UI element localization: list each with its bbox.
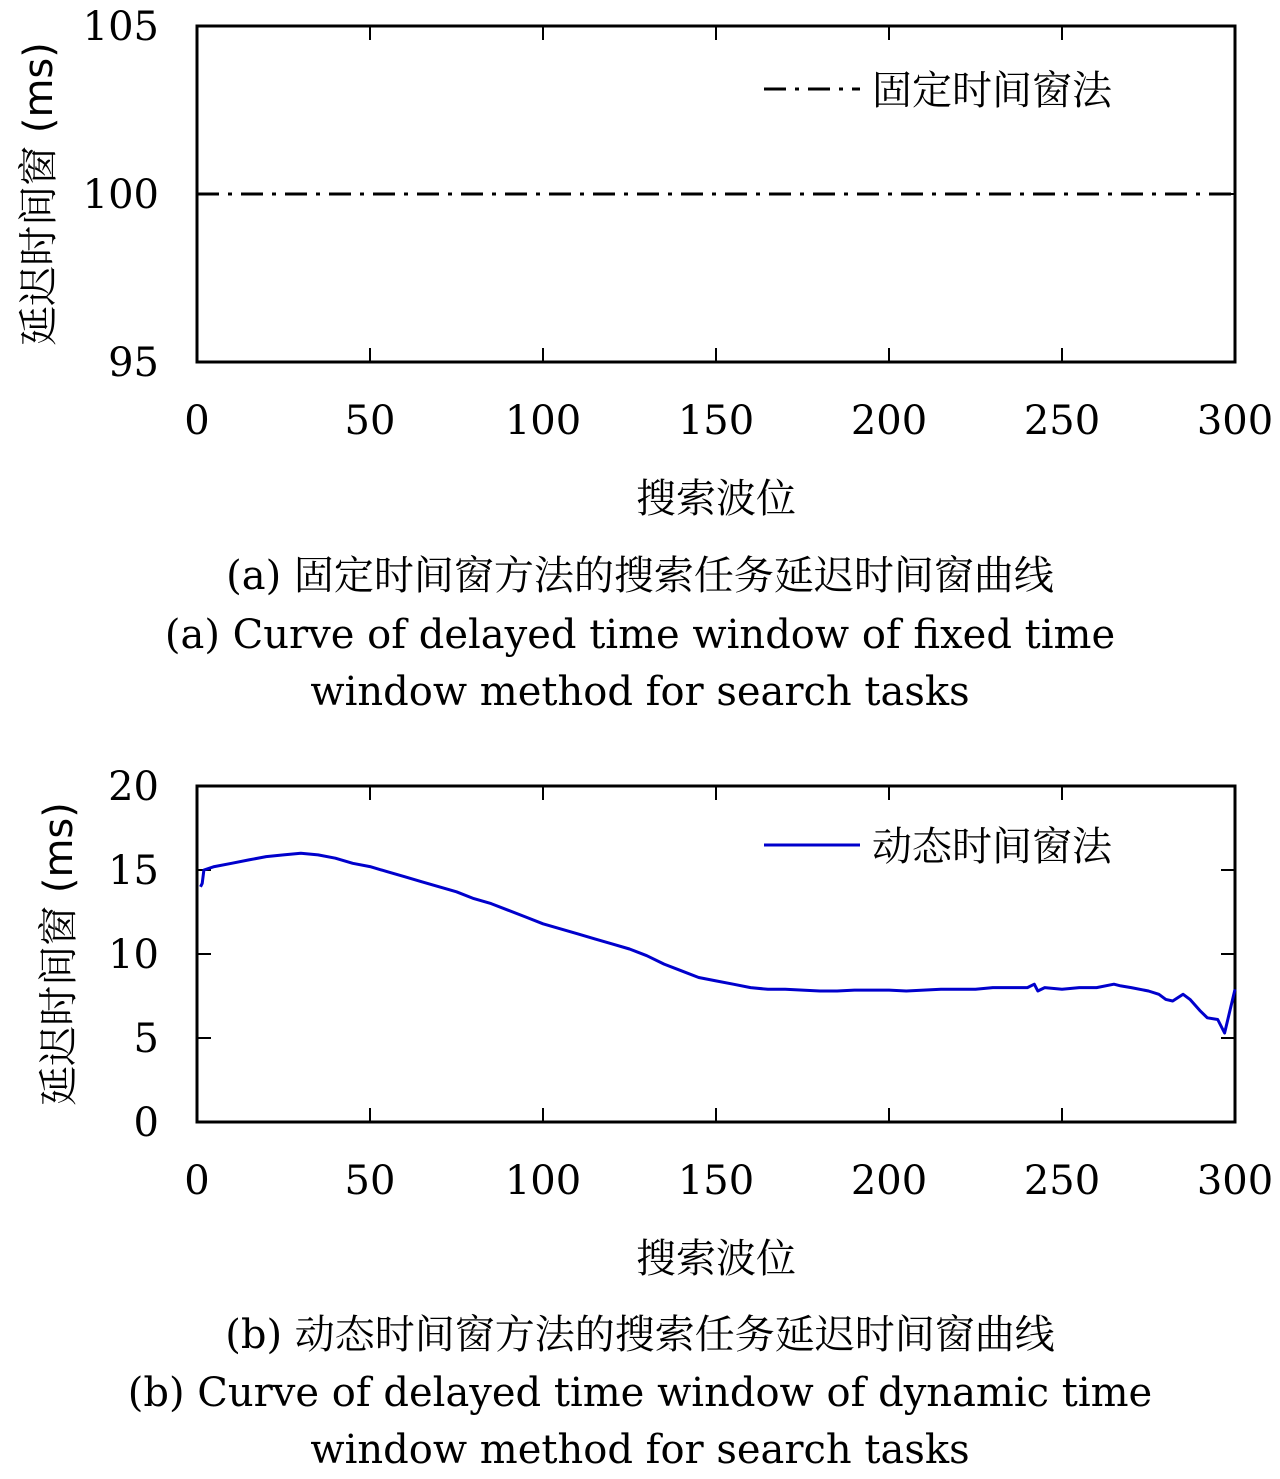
x-tick-label: 200 xyxy=(850,398,928,444)
legend-label: 动态时间窗法 xyxy=(872,824,1112,870)
y-tick-labels xyxy=(108,764,159,1146)
x-tick-labels xyxy=(184,1158,1273,1204)
x-tick-label: 100 xyxy=(504,398,582,444)
y-tick-label: 20 xyxy=(108,764,159,810)
y-tick-label: 15 xyxy=(108,848,159,894)
x-tick-label: 100 xyxy=(504,1158,582,1204)
series-group xyxy=(201,853,1236,1033)
x-axis-label: 搜索波位 xyxy=(636,1236,796,1282)
x-tick-label: 50 xyxy=(344,1158,396,1204)
x-tick-label: 300 xyxy=(1196,1158,1274,1204)
x-tick-label: 150 xyxy=(677,1158,755,1204)
y-tick-label: 100 xyxy=(82,172,159,218)
y-tick-label: 5 xyxy=(133,1016,159,1062)
y-axis-label: 延迟时间窗 (ms) xyxy=(36,802,82,1106)
x-tick-labels xyxy=(184,398,1273,444)
y-tick-labels xyxy=(83,4,159,386)
legend-label: 固定时间窗法 xyxy=(872,68,1112,114)
x-tick-label: 250 xyxy=(1023,1158,1101,1204)
caption-a-cn: (a) 固定时间窗方法的搜索任务延迟时间窗曲线 xyxy=(226,553,1054,599)
x-tick-label: 50 xyxy=(344,398,396,444)
caption-b-cn: (b) 动态时间窗方法的搜索任务延迟时间窗曲线 xyxy=(225,1312,1055,1358)
y-tick-label: 10 xyxy=(108,932,159,978)
y-tick-label: 105 xyxy=(82,4,159,50)
fixed-window-chart xyxy=(16,4,1273,522)
dynamic-window-chart xyxy=(36,764,1273,1282)
x-axis-label: 搜索波位 xyxy=(636,476,796,522)
x-tick-label: 0 xyxy=(184,398,210,444)
caption-b-en-line2: window method for search tasks xyxy=(310,1427,970,1473)
caption-a-en-line2: window method for search tasks xyxy=(310,669,970,715)
y-tick-label: 0 xyxy=(133,1100,159,1146)
caption-a-en-line1: (a) Curve of delayed time window of fixed time xyxy=(164,612,1116,658)
x-tick-label: 150 xyxy=(677,398,755,444)
y-tick-label: 95 xyxy=(108,340,159,386)
x-tick-label: 200 xyxy=(850,1158,928,1204)
x-tick-label: 300 xyxy=(1196,398,1274,444)
x-tick-label: 250 xyxy=(1023,398,1101,444)
series-line xyxy=(201,853,1236,1033)
x-tick-label: 0 xyxy=(184,1158,210,1204)
y-axis-label: 延迟时间窗 (ms) xyxy=(16,42,62,346)
caption-b-en-line1: (b) Curve of delayed time window of dynamic time xyxy=(127,1370,1153,1416)
